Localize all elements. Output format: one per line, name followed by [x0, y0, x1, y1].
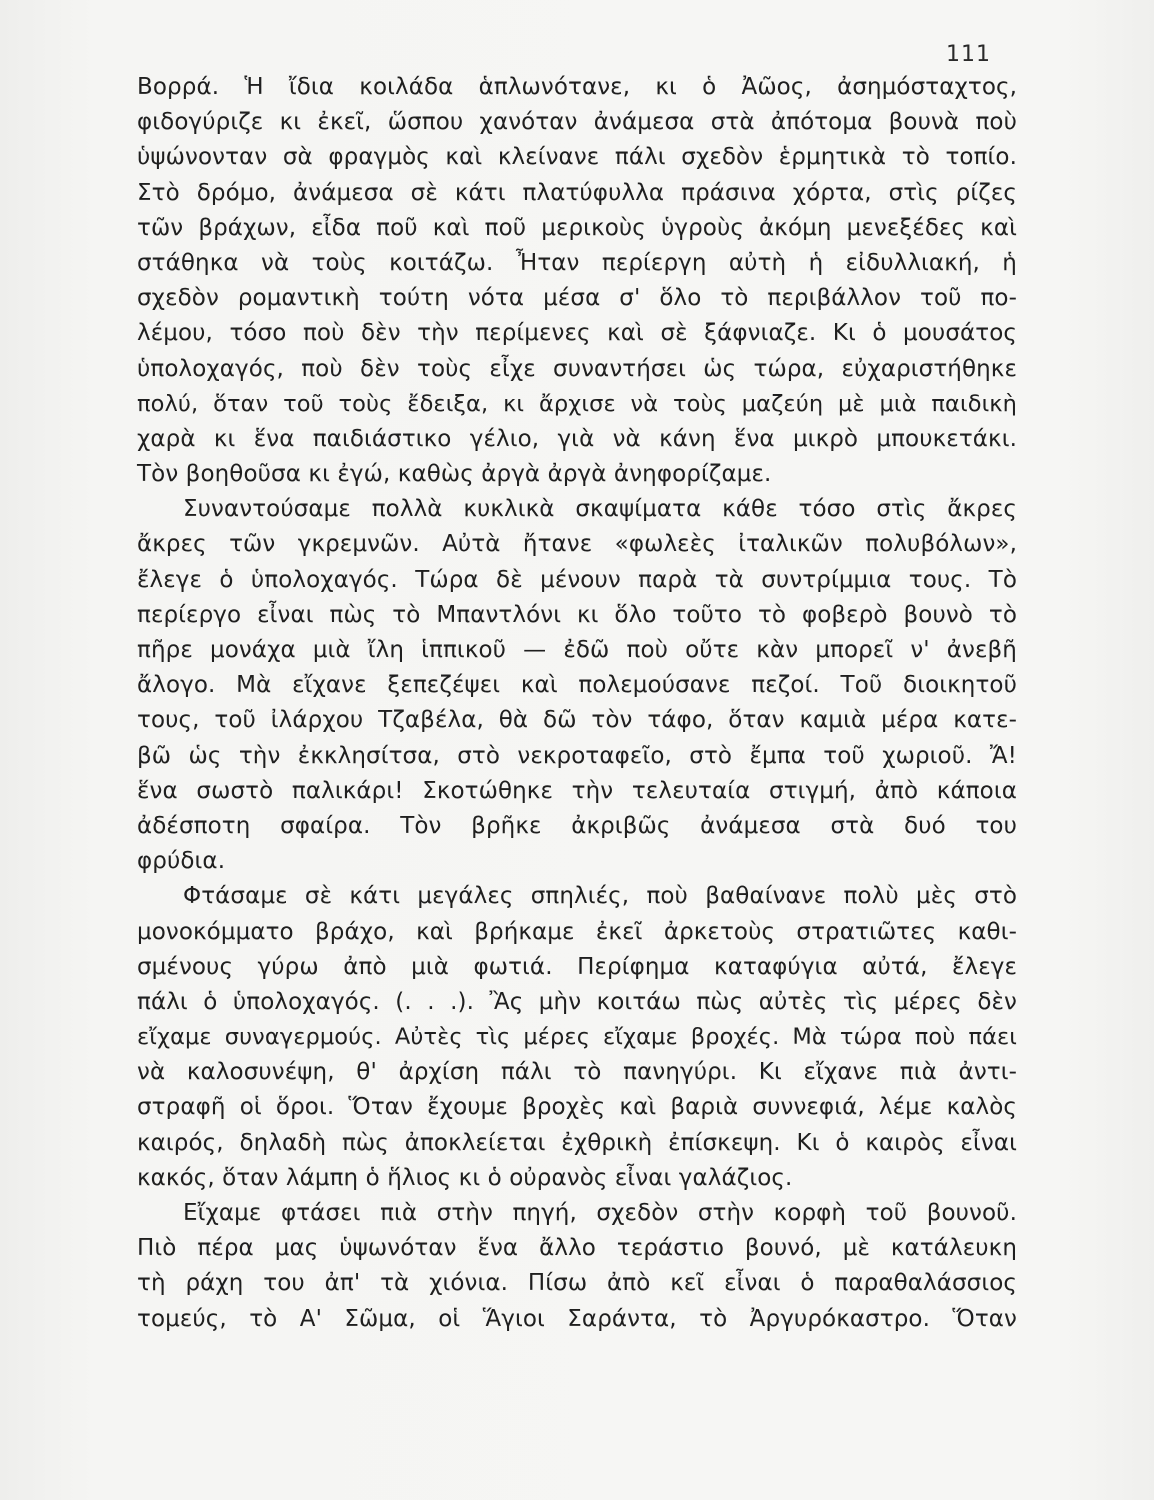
text-line: ἄλογο. Μὰ εἴχανε ξεπεζέψει καὶ πολεμούσανε πεζοί. Τοῦ διοικητοῦ — [137, 672, 1017, 699]
text-line: σχεδὸν ρομαντικὴ τούτη νότα μέσα σ' ὅλο τὸ περιβάλλον τοῦ πο- — [137, 285, 1017, 312]
paragraph-start-line: Εἴχαμε φτάσει πιὰ στὴν πηγή, σχεδὸν στὴν κορφὴ τοῦ βουνοῦ. — [183, 1200, 1017, 1226]
text-line: πολύ, ὅταν τοῦ τοὺς ἔδειξα, κι ἄρχισε νὰ τοὺς μαζεύη μὲ μιὰ παιδικὴ — [137, 390, 1017, 417]
text-line: ἄκρες τῶν γκρεμνῶν. Αὐτὰ ἤτανε «φωλεὲς ἰταλικῶν πολυβόλων», — [137, 531, 1017, 558]
text-line: σμένους γύρω ἀπὸ μιὰ φωτιά. Περίφημα καταφύγια αὐτά, ἔλεγε — [137, 953, 1017, 980]
text-line: τους, τοῦ ἰλάρχου Τζαβέλα, θὰ δῶ τὸν τάφο, ὅταν καμιὰ μέρα κατε- — [137, 707, 1017, 734]
text-line: Βορρά. Ἡ ἴδια κοιλάδα ἁπλωνότανε, κι ὁ Ἀῶος, ἀσημόσταχτος, — [137, 74, 1017, 100]
text-line: καιρός, δηλαδὴ πὼς ἀποκλείεται ἐχθρικὴ ἐπίσκεψη. Κι ὁ καιρὸς εἶναι — [137, 1129, 1017, 1156]
text-line: Πιὸ πέρα μας ὑψωνόταν ἕνα ἄλλο τεράστιο βουνό, μὲ κατάλευκη — [137, 1235, 1017, 1262]
text-line: περίεργο εἶναι πὼς τὸ Μπαντλόνι κι ὅλο τοῦτο τὸ φοβερὸ βουνὸ τὸ — [137, 601, 1017, 628]
page-number: 111 — [946, 42, 991, 67]
body-text — [137, 70, 1017, 1337]
text-line: τομεύς, τὸ Α' Σῶμα, οἱ Ἅγιοι Σαράντα, τὸ Ἀργυρόκαστρο. Ὅταν — [137, 1305, 1017, 1332]
text-line: ἔλεγε ὁ ὑπολοχαγός. Τώρα δὲ μένουν παρὰ τὰ συντρίμμια τους. Τὸ — [137, 566, 1017, 593]
paragraph-start-line: Συναντούσαμε πολλὰ κυκλικὰ σκαψίματα κάθε τόσο στὶς ἄκρες — [183, 496, 1017, 523]
text-line: φιδογύριζε κι ἐκεῖ, ὥσπου χανόταν ἀνάμεσα στὰ ἀπότομα βουνὰ ποὺ — [137, 109, 1017, 136]
paragraph-start-line: Φτάσαμε σὲ κάτι μεγάλες σπηλιές, ποὺ βαθαίνανε πολὺ μὲς στὸ — [183, 883, 1017, 910]
text-line: τῶν βράχων, εἶδα ποῦ καὶ ποῦ μερικοὺς ὑγροὺς ἀκόμη μενεξέδες καὶ — [137, 214, 1017, 241]
text-line: ὑπολοχαγός, ποὺ δὲν τοὺς εἶχε συναντήσει ὡς τώρα, εὐχαριστήθηκε — [137, 355, 1017, 382]
text-line: Τὸν βοηθοῦσα κι ἐγώ, καθὼς ἀργὰ ἀργὰ ἀνηφορίζαμε. — [137, 461, 772, 488]
text-line: Στὸ δρόμο, ἀνάμεσα σὲ κάτι πλατύφυλλα πράσινα χόρτα, στὶς ρίζες — [137, 179, 1017, 206]
text-line: εἴχαμε συναγερμούς. Αὐτὲς τὶς μέρες εἴχαμε βροχές. Μὰ τώρα ποὺ πάει — [137, 1024, 1017, 1051]
text-line: πάλι ὁ ὑπολοχαγός. (. . .). Ἂς μὴν κοιτάω πὼς αὐτὲς τὶς μέρες δὲν — [137, 988, 1017, 1015]
text-line: μονοκόμματο βράχο, καὶ βρήκαμε ἐκεῖ ἀρκετοὺς στρατιῶτες καθι- — [137, 918, 1017, 945]
text-line: στραφῆ οἱ ὅροι. Ὅταν ἔχουμε βροχὲς καὶ βαριὰ συννεφιά, λέμε καλὸς — [137, 1094, 1017, 1121]
text-line: τὴ ράχη του ἀπ' τὰ χιόνια. Πίσω ἀπὸ κεῖ εἶναι ὁ παραθαλάσσιος — [137, 1270, 1017, 1297]
text-line: ἀδέσποτη σφαίρα. Τὸν βρῆκε ἀκριβῶς ἀνάμεσα στὰ δυό του — [137, 812, 1017, 839]
text-line: ὑψώνονταν σὰ φραγμὸς καὶ κλείνανε πάλι σχεδὸν ἑρμητικὰ τὸ τοπίο. — [137, 144, 1017, 171]
text-line: χαρὰ κι ἕνα παιδιάστικο γέλιο, γιὰ νὰ κάνη ἕνα μικρὸ μπουκετάκι. — [137, 425, 1017, 452]
text-line: βῶ ὡς τὴν ἐκκλησίτσα, στὸ νεκροταφεῖο, στὸ ἔμπα τοῦ χωριοῦ. Ἄ! — [137, 742, 1017, 769]
text-line: κακός, ὅταν λάμπη ὁ ἥλιος κι ὁ οὐρανὸς εἶναι γαλάζιος. — [137, 1164, 793, 1191]
text-line: φρύδια. — [137, 848, 226, 875]
text-line: νὰ καλοσυνέψη, θ' ἀρχίση πάλι τὸ πανηγύρι. Κι εἴχανε πιὰ ἀντι- — [137, 1059, 1017, 1086]
text-line: στάθηκα νὰ τοὺς κοιτάζω. Ἦταν περίεργη αὐτὴ ἡ εἰδυλλιακή, ἡ — [137, 249, 1017, 276]
text-line: πῆρε μονάχα μιὰ ἴλη ἱππικοῦ — ἐδῶ ποὺ οὔτε κὰν μπορεῖ ν' ἀνεβῆ — [137, 637, 1017, 663]
text-line: λέμου, τόσο ποὺ δὲν τὴν περίμενες καὶ σὲ ξάφνιαζε. Κι ὁ μουσάτος — [137, 320, 1017, 347]
text-line: ἕνα σωστὸ παλικάρι! Σκοτώθηκε τὴν τελευταία στιγμή, ἀπὸ κάποια — [137, 777, 1017, 804]
